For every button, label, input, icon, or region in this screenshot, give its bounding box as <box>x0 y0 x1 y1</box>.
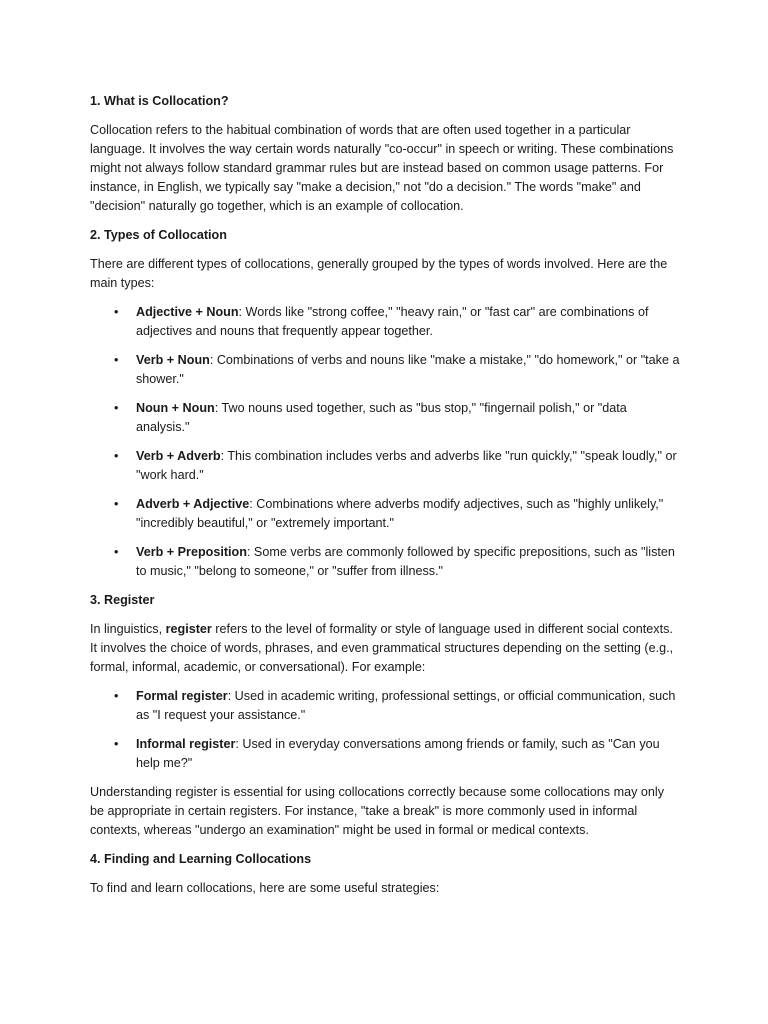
list-item <box>114 495 680 533</box>
list-item-term: Adjective + Noun <box>136 305 239 319</box>
intro-text-pre: In linguistics, <box>90 622 166 636</box>
section-paragraph: Collocation refers to the habitual combination of words that are often used together in a particular language. It involves the way certain words naturally "co-occur" in speech or writing. These combinations might not always follow standard grammar rules but are instead based on common usage patterns. For instance, in English, we typically say "make a decision," not "do a decision." The words "make" and "decision" naturally go together, which is an example of collocation. <box>90 123 674 213</box>
section-heading: 3. Register <box>90 593 155 607</box>
intro-text-post: refers to the level of formality or style of language used in different social contexts. It involves the choice of words, phrases, and even grammatical structures depending on the setting (e.g., formal, informal, academic, or conversational). For example: <box>90 622 674 674</box>
intro-term: register <box>165 622 212 636</box>
list-item <box>114 399 680 437</box>
list-item-text: : Used in academic writing, professional settings, or official communication, such as "I request your assistance." <box>136 689 676 722</box>
list-item-text: : Combinations of verbs and nouns like "make a mistake," "do homework," or "take a shower." <box>136 353 680 386</box>
list-item-term: Verb + Noun <box>136 353 210 367</box>
bullet-icon: • <box>114 497 119 511</box>
section-heading: 4. Finding and Learning Collocations <box>90 852 312 866</box>
list-item-text: : Combinations where adverbs modify adjectives, such as "highly unlikely," "incredibly beautiful," or "extremely important." <box>136 497 664 530</box>
list-item-text: : Used in everyday conversations among friends or family, such as "Can you help me?" <box>136 737 660 770</box>
list-item-term: Formal register <box>136 689 228 703</box>
list-item-text: : Some verbs are commonly followed by specific prepositions, such as "listen to music," "belong to someone," or "suffer from illness." <box>136 545 675 578</box>
section-intro: There are different types of collocations, generally grouped by the types of words involved. Here are the main types: <box>90 257 668 290</box>
list-item <box>114 351 680 389</box>
bullet-icon: • <box>114 689 119 703</box>
list-item <box>114 687 680 725</box>
collocation-types-list <box>90 303 680 581</box>
bullet-icon: • <box>114 305 119 319</box>
section-intro <box>90 620 680 677</box>
list-item-text: : Two nouns used together, such as "bus stop," "fingernail polish," or "data analysis." <box>136 401 627 434</box>
bullet-icon: • <box>114 353 119 367</box>
list-item <box>114 303 680 341</box>
list-item-term: Adverb + Adjective <box>136 497 250 511</box>
section-intro: To find and learn collocations, here are some useful strategies: <box>90 881 440 895</box>
list-item <box>114 543 680 581</box>
list-item-text: : This combination includes verbs and adverbs like "run quickly," "speak loudly," or "work hard." <box>136 449 677 482</box>
list-item-term: Informal register <box>136 737 236 751</box>
bullet-icon: • <box>114 449 119 463</box>
register-list <box>90 687 680 773</box>
bullet-icon: • <box>114 737 119 751</box>
list-item-text: : Words like "strong coffee," "heavy rain," or "fast car" are combinations of adjectives and nouns that frequently appear together. <box>136 305 649 338</box>
section-heading: 2. Types of Collocation <box>90 228 227 242</box>
list-item-term: Verb + Preposition <box>136 545 247 559</box>
section-outro: Understanding register is essential for using collocations correctly because some collocations may only be appropriate in certain registers. For instance, "take a break" is more commonly used in informal contexts, whereas "undergo an examination" might be used in formal or medical contexts. <box>90 785 664 837</box>
list-item <box>114 735 680 773</box>
bullet-icon: • <box>114 545 119 559</box>
list-item-term: Verb + Adverb <box>136 449 221 463</box>
document-page <box>90 92 680 908</box>
bullet-icon: • <box>114 401 119 415</box>
list-item-term: Noun + Noun <box>136 401 215 415</box>
section-heading: 1. What is Collocation? <box>90 94 229 108</box>
list-item <box>114 447 680 485</box>
